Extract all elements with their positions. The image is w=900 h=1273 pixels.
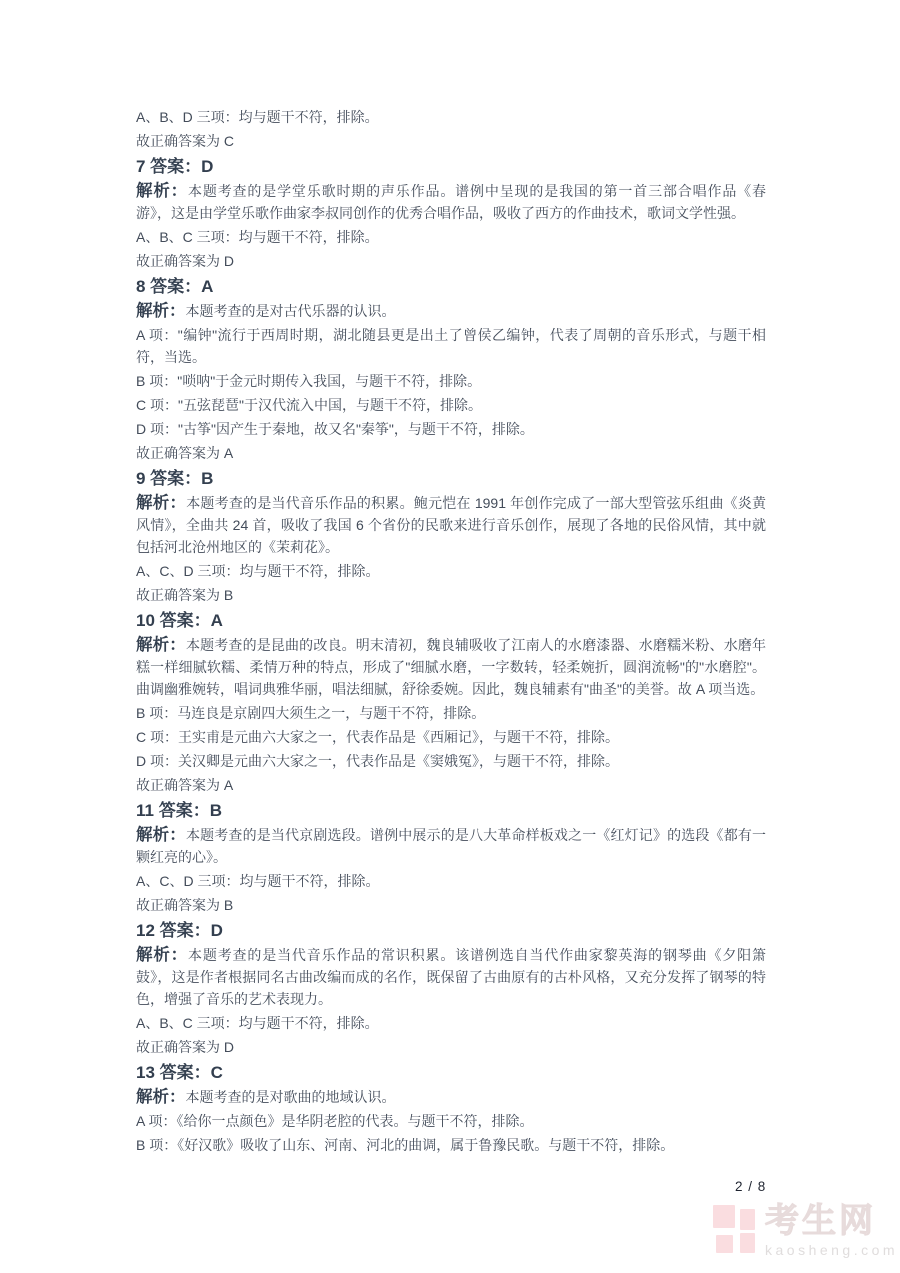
explanation-line: A、B、D 三项：均与题干不符，排除。 [136, 109, 379, 125]
explanation-line: A 项：《给你一点颜色》是华阴老腔的代表。与题干不符，排除。 [136, 1113, 534, 1129]
answer-section [136, 274, 766, 464]
analysis-text: 本题考查的是当代音乐作品的常识积累。该谱例选自当代作曲家黎英海的钢琴曲《夕阳箫鼓》，这是作者根据同名古曲改编而成的名作，既保留了古曲原有的古朴风格，又充分发挥了钢琴的特色，增强了音乐的艺术表现力。 [136, 947, 767, 1007]
answer-section [136, 1060, 766, 1156]
explanation-line: 故正确答案为 B [136, 587, 234, 603]
analysis-paragraph [136, 492, 766, 558]
explanation-line: 故正确答案为 D [136, 1039, 234, 1055]
logo-block-top-left [713, 1205, 735, 1228]
explanation-line: A、B、C 三项：均与题干不符，排除。 [136, 229, 379, 245]
analysis-text: 本题考查的是当代京剧选段。谱例中展示的是八大革命样板戏之一《红灯记》的选段《都有一颗红亮的心》。 [136, 827, 767, 865]
explanation-line: C 项："五弦琵琶"于汉代流入中国，与题干不符，排除。 [136, 397, 482, 413]
logo-block-bottom-left [716, 1235, 733, 1253]
section-heading: 9 答案：B [136, 469, 214, 488]
analysis-label: 解析： [136, 494, 187, 512]
analysis-label: 解析： [136, 302, 186, 320]
explanation-line: C 项：王实甫是元曲六大家之一，代表作品是《西厢记》，与题干不符，排除。 [136, 729, 619, 745]
page-number: 2 / 8 [735, 1179, 767, 1194]
explanation-line: 故正确答案为 A [136, 777, 234, 793]
analysis-label: 解析： [136, 1088, 186, 1106]
analysis-label: 解析： [136, 826, 186, 844]
analysis-paragraph [136, 300, 766, 322]
answer-section [136, 466, 766, 606]
analysis-paragraph [136, 180, 766, 224]
explanation-line: 故正确答案为 D [136, 253, 234, 269]
logo-block-top-right [740, 1209, 755, 1230]
logo-block-bottom-right [740, 1233, 755, 1253]
analysis-label: 解析： [136, 182, 189, 200]
explanation-line: A、C、D 三项：均与题干不符，排除。 [136, 563, 380, 579]
section-heading: 11 答案：B [136, 801, 222, 820]
analysis-paragraph [136, 824, 766, 868]
explanation-line: A、C、D 三项：均与题干不符，排除。 [136, 873, 380, 889]
analysis-text: 本题考查的是当代音乐作品的积累。鲍元恺在 1991 年创作完成了一部大型管弦乐组曲《炎黄风情》，全曲共 24 首，吸收了我国 6 个省份的民歌来进行音乐创作，展现了各地的民俗风情，其中就包括河北沧州地区的《茉莉花》。 [136, 495, 767, 555]
analysis-paragraph [136, 634, 766, 700]
answer-section [136, 918, 766, 1058]
logo-domain-text: kaosheng.com [765, 1242, 899, 1258]
analysis-paragraph [136, 1086, 766, 1108]
explanation-line: B 项：马连良是京剧四大须生之一，与题干不符，排除。 [136, 705, 486, 721]
explanation-line: B 项：《好汉歌》吸收了山东、河南、河北的曲调，属于鲁豫民歌。与题干不符，排除。 [136, 1137, 675, 1153]
explanation-line: A 项："编钟"流行于西周时期，湖北随县更是出土了曾侯乙编钟，代表了周朝的音乐形式，与题干相符，当选。 [136, 327, 766, 365]
section-heading: 10 答案：A [136, 611, 223, 630]
explanation-line: 故正确答案为 A [136, 445, 234, 461]
kaosheng-logo-wordmark [765, 1201, 898, 1258]
section-heading: 13 答案：C [136, 1063, 223, 1082]
analysis-text: 本题考查的是昆曲的改良。明末清初，魏良辅吸收了江南人的水磨漆器、水磨糯米粉、水磨年糕一样细腻软糯、柔情万种的特点，形成了"细腻水磨，一字数转，轻柔婉折，圆润流畅"的"水磨腔"。曲调幽雅婉转，唱词典雅华丽，唱法细腻，舒徐委婉。因此，魏良辅素有"曲圣"的美誉。故 A 项当选。 [136, 637, 767, 697]
answer-section [136, 608, 766, 796]
kaosheng-logo [710, 1201, 898, 1258]
explanation-line: B 项："唢呐"于金元时期传入我国，与题干不符，排除。 [136, 373, 482, 389]
logo-chinese-text: 考生网 [765, 1202, 876, 1240]
analysis-text: 本题考查的是对歌曲的地域认识。 [185, 1089, 396, 1105]
section-heading: 12 答案：D [136, 921, 223, 940]
analysis-text: 本题考查的是对古代乐器的认识。 [185, 303, 396, 319]
explanation-line: A、B、C 三项：均与题干不符，排除。 [136, 1015, 379, 1031]
analysis-label: 解析： [136, 946, 189, 964]
section-heading: 8 答案：A [136, 277, 214, 296]
explanation-line: D 项：关汉卿是元曲六大家之一，代表作品是《窦娥冤》，与题干不符，排除。 [136, 753, 619, 769]
analysis-paragraph [136, 944, 766, 1010]
analysis-label: 解析： [136, 636, 186, 654]
explanation-line: D 项："古筝"因产生于秦地，故又名"秦筝"，与题干不符，排除。 [136, 421, 534, 437]
answer-section [136, 798, 766, 916]
kaosheng-logo-icon [710, 1205, 758, 1255]
explanation-line: 故正确答案为 C [136, 133, 234, 149]
explanation-line: 故正确答案为 B [136, 897, 234, 913]
analysis-text: 本题考查的是学堂乐歌时期的声乐作品。谱例中呈现的是我国的第一首三部合唱作品《春游》，这是由学堂乐歌作曲家李叔同创作的优秀合唱作品，吸收了西方的作曲技术，歌词文学性强。 [136, 183, 767, 221]
answer-section [136, 154, 766, 272]
section-heading: 7 答案：D [136, 157, 214, 176]
answer-explanations [136, 106, 766, 1158]
